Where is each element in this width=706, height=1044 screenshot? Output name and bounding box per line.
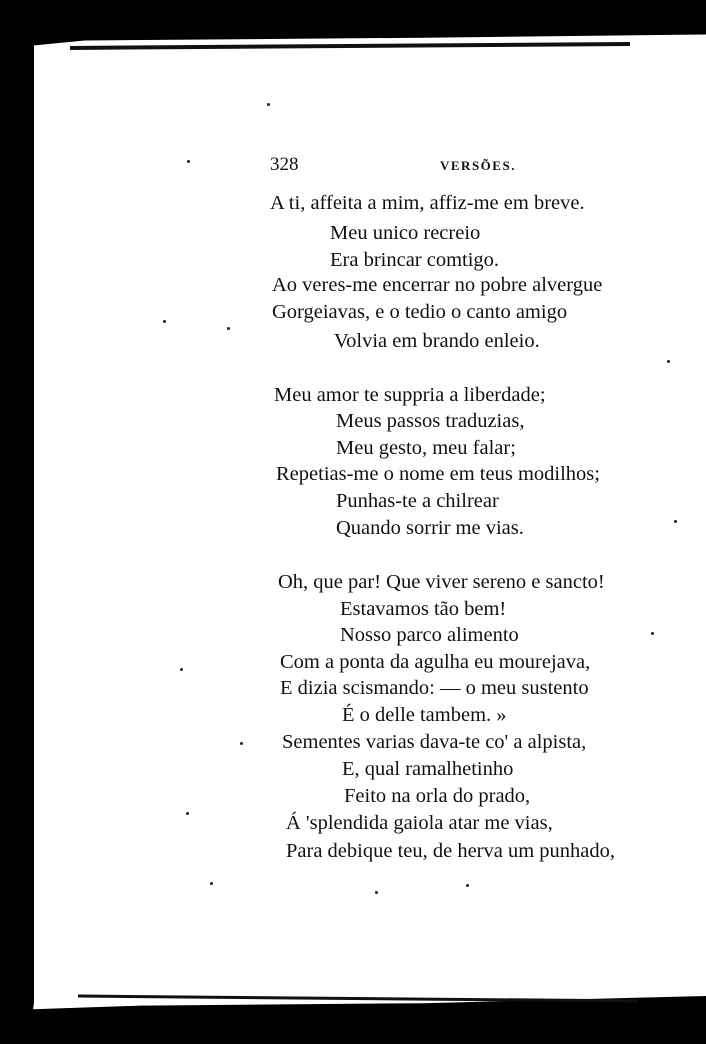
verse-line: Nosso parco alimento [340,624,519,646]
verse-line: É o delle tambem. » [342,704,507,726]
speck [651,632,654,635]
speck [267,103,270,106]
verse-line: Á 'splendida gaiola atar me vias, [286,812,553,834]
verse-line: Meus passos traduzias, [336,410,525,432]
page-header [258,150,658,180]
speck [375,891,378,894]
speck [187,160,190,163]
verse-line: Meu unico recreio [330,222,481,244]
speck [674,520,677,523]
verse-line: Era brincar comtigo. [330,249,500,271]
verse-line: Oh, que par! Que viver sereno e sancto! [278,571,605,593]
running-head: VERSÕES. [440,158,516,173]
speck [466,884,469,887]
verse-line: Ao veres-me encerrar no pobre alvergue [272,274,603,296]
scan-border-top [0,0,706,46]
speck [227,327,230,330]
verse-line: Para debique teu, de herva um punhado, [286,840,616,862]
speck [240,742,243,745]
verse-line: Gorgeiavas, e o tedio o canto amigo [272,301,568,323]
speck [163,320,166,323]
verse-line: Volvia em brando enleio. [334,330,540,352]
page-edge-top [70,42,630,50]
speck [186,812,189,815]
verse-line: E dizia scismando: — o meu sustento [280,677,589,699]
verse-line: E, qual ramalhetinho [342,758,514,780]
verse-line: A ti, affeita a mim, affiz-me em breve. [270,192,585,214]
verse-line: Estavamos tão bem! [340,598,507,620]
book-page [258,150,658,862]
verse-line: Sementes varias dava-te co' a alpista, [282,731,587,753]
page-edge-bottom [78,995,638,1003]
verse-line: Repetias-me o nome em teus modilhos; [276,463,600,485]
verse-line: Quando sorrir me vias. [336,517,524,539]
verse-line: Meu gesto, meu falar; [336,437,516,459]
verse-line: Punhas-te a chilrear [336,490,499,512]
scan-border-bottom [0,996,706,1044]
speck [210,882,213,885]
verse-line: Com a ponta da agulha eu mourejava, [280,651,591,673]
page-number: 328 [270,154,299,175]
speck [180,668,183,671]
verse-line: Meu amor te suppria a liberdade; [274,384,546,406]
scan-border-left [0,0,34,1044]
speck [667,360,670,363]
verse-line: Feito na orla do prado, [344,785,531,807]
